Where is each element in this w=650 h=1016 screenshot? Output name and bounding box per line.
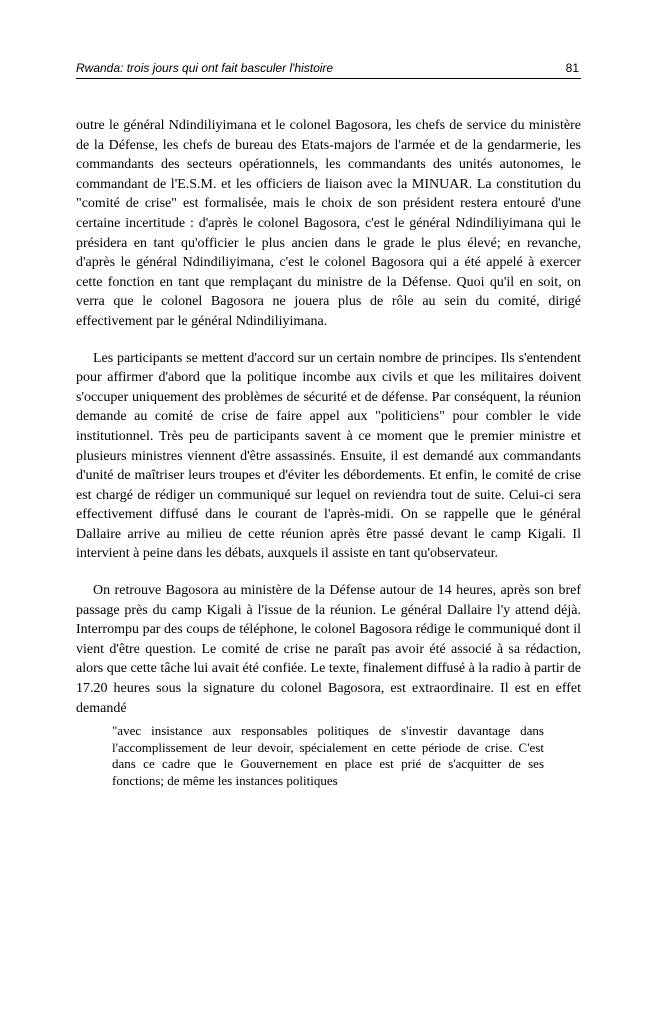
page-number: 81: [565, 61, 579, 75]
running-header: [76, 60, 581, 79]
block-quote: "avec insistance aux responsables politiques de s'investir davantage dans l'accomplissement de leur devoir, spécialement en cette période de crise. C'est dans ce cadre que le Gouvernement en place est prié de s'acquitter de ses fonctions; de même les instances politiques: [112, 723, 544, 788]
paragraph-2: Les participants se mettent d'accord sur un certain nombre de principes. Ils s'entendent pour affirmer d'abord que la politique incombe aux civils et que les militaires doivent s'occuper uniquement des problèmes de sécurité et de défense. Par conséquent, la réunion demande au comité de crise de faire appel aux "politiciens" pour combler le vide institutionnel. Très peu de participants savent à ce moment que le premier ministre et plusieurs ministres viennent d'être assassinés. Ensuite, il est demandé aux commandants d'unité de maîtriser leurs troupes et d'éviter les débordements. Et enfin, le comité de crise est chargé de rédiger un communiqué sur lequel on reviendra tout de suite. Celui-ci sera effectivement diffusé dans le courant de l'après-midi. On se rappelle que le général Dallaire arrive au milieu de cette réunion après être passé devant le camp Kigali. Il intervient à peine dans les débats, auxquels il assiste en tant qu'observateur.: [76, 350, 581, 562]
paragraph-1: outre le général Ndindiliyimana et le colonel Bagosora, les chefs de service du ministère de la Défense, les chefs de bureau des Etats-majors de l'armée et de la gendarmerie, les commandants des secteurs opérationnels, les commandants des unités autonomes, le commandant de l'E.S.M. et les officiers de liaison avec la MINUAR. La constitution du "comité de crise" est formalisée, mais le choix de son président restera entouré d'une certaine incertitude : d'après le colonel Bagosora, c'est le général Ndindiliyimana qui le présidera en tant qu'officier le plus ancien dans le grade le plus élevé; en revanche, d'après le général Ndindiliyimana, c'est le colonel Bagosora qui a été appelé à exercer cette fonction en tant que remplaçant du ministre de la Défense. Quoi qu'il en soit, on verra que le colonel Bagosora ne jouera plus de rôle au sein du comité, dirigé effectivement par le général Ndindiliyimana.: [76, 118, 581, 329]
header-title: Rwanda: trois jours qui ont fait basculer l'histoire: [76, 61, 334, 75]
paragraph-3: On retrouve Bagosora au ministère de la Défense autour de 14 heures, après son bref passage près du camp Kigali à l'issue de la réunion. Le général Dallaire l'y attend déjà. Interrompu par des coups de téléphone, le colonel Bagosora rédige le communiqué dont il vient d'être question. Le comité de crise ne paraît pas avoir été associé à sa rédaction, alors que cette tâche lui avait été confiée. Le texte, finalement diffusé à la radio à partir de 17.20 heures sous la signature du colonel Bagosora, est extraordinaire. Il est en effet demandé: [76, 583, 581, 716]
body-text: [76, 116, 581, 789]
